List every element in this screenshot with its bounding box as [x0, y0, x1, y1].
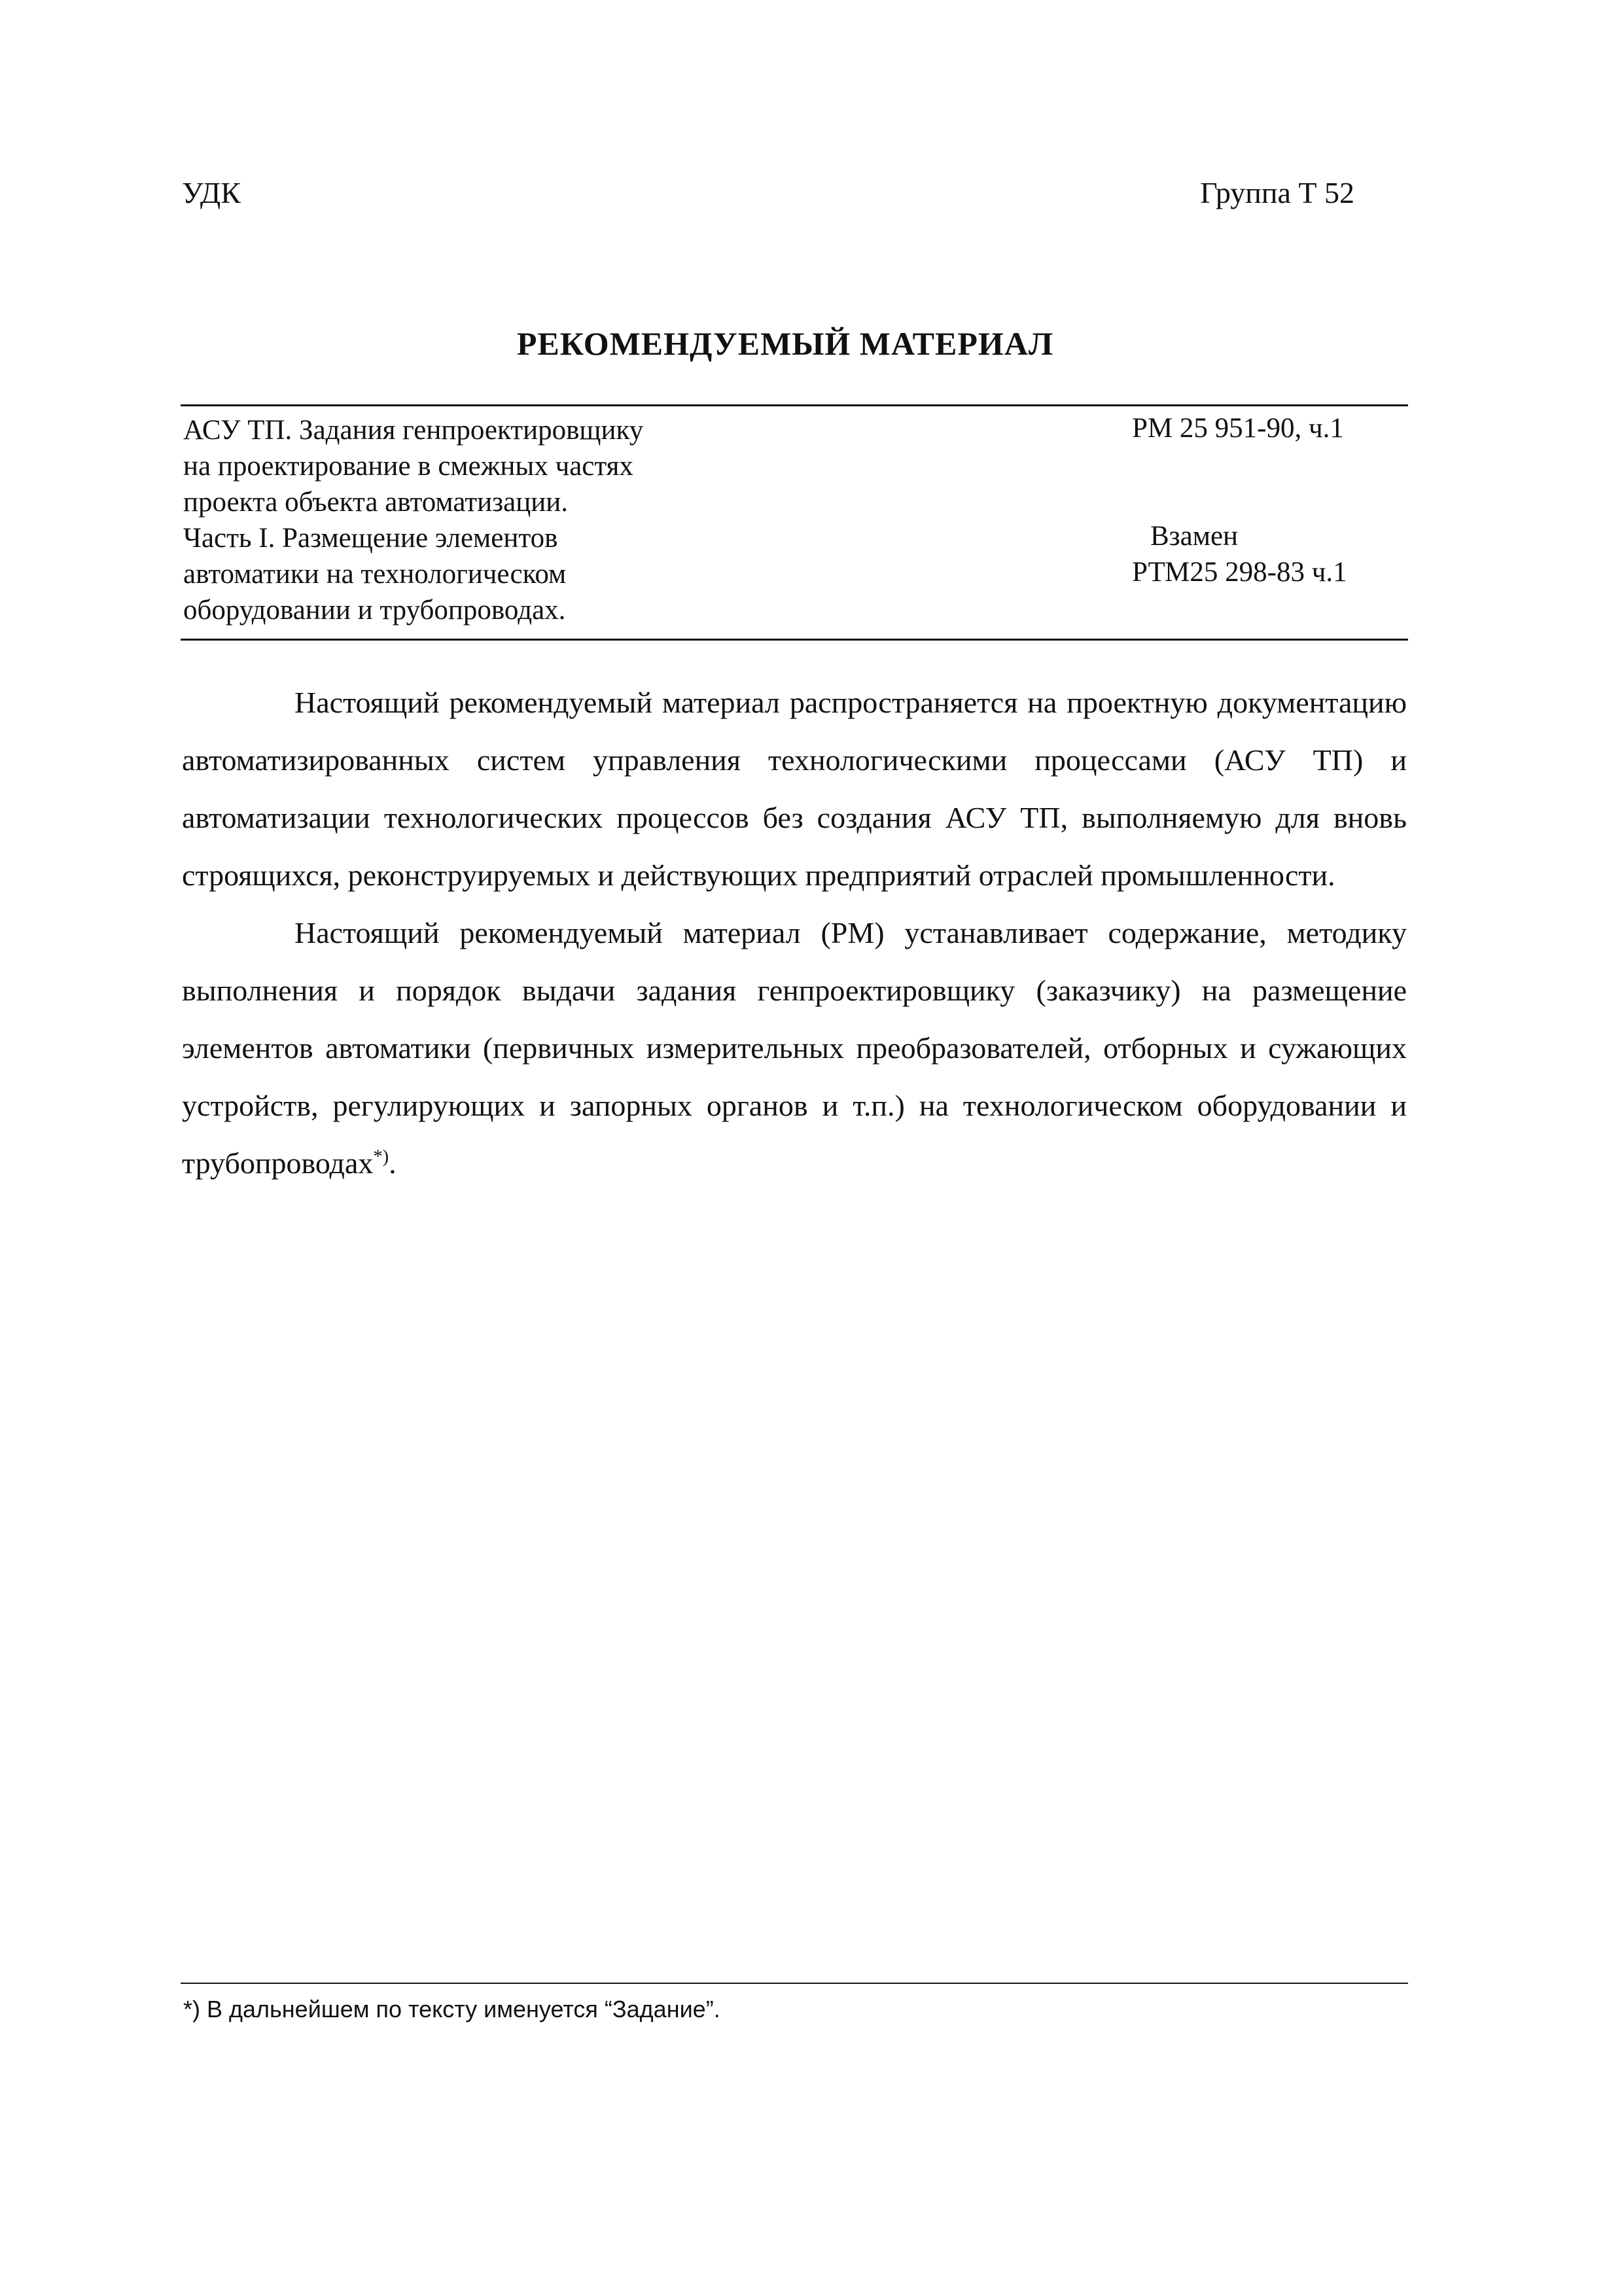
subject-line: оборудовании и трубопроводах. [183, 595, 566, 626]
paragraph-end: . [389, 1146, 397, 1180]
header-top-rule [181, 404, 1408, 406]
subject-line: на проектирование в смежных частях [183, 451, 633, 482]
header-bottom-rule [181, 639, 1408, 641]
footnote-text: В дальнейшем по тексту именуется “Задание”. [200, 1996, 720, 2022]
subject-line: Часть I. Размещение элементов [183, 523, 558, 554]
replaces-label: Взамен [1150, 521, 1239, 552]
subject-line: автоматики на технологическом [183, 559, 567, 590]
document-code: РМ 25 951-90, ч.1 [1132, 413, 1344, 444]
udk-label: УДК [182, 176, 241, 209]
subject-line: АСУ ТП. Задания генпроектировщику [183, 415, 644, 446]
replaces-code: РТМ25 298-83 ч.1 [1132, 557, 1347, 588]
paragraph: Настоящий рекомендуемый материал распространяется на проектную документацию автоматизированных систем управления технологическими процессами (АСУ ТП) и автоматизации технологических процессов без создания АСУ ТП, выполняемую для вновь строящихся, реконструируемых и действующих предприятий отраслей промышленности. [182, 686, 1407, 892]
footnote-reference: *) [373, 1146, 389, 1167]
subject-line: проекта объекта автоматизации. [183, 487, 568, 518]
footnote-rule [181, 1983, 1408, 1984]
document-title: РЕКОМЕНДУЕМЫЙ МАТЕРИАЛ [516, 325, 1054, 362]
designation-subject [183, 412, 838, 628]
footnote [183, 1996, 720, 2023]
paragraph [182, 904, 1407, 1192]
footnote-mark: *) [183, 1996, 200, 2022]
paragraph-text: Настоящий рекомендуемый материал (РМ) устанавливает содержание, методику выполнения и порядок выдачи задания генпроектировщику (заказчику) на размещение элементов автоматики (первичных измерительных преобразователей, отборных и сужающих устройств, регулирующих и запорных органов и т.п.) на технологическом оборудовании и трубопроводах [182, 916, 1407, 1180]
body-text [182, 674, 1407, 1192]
group-label: Группа Т 52 [1200, 176, 1354, 209]
